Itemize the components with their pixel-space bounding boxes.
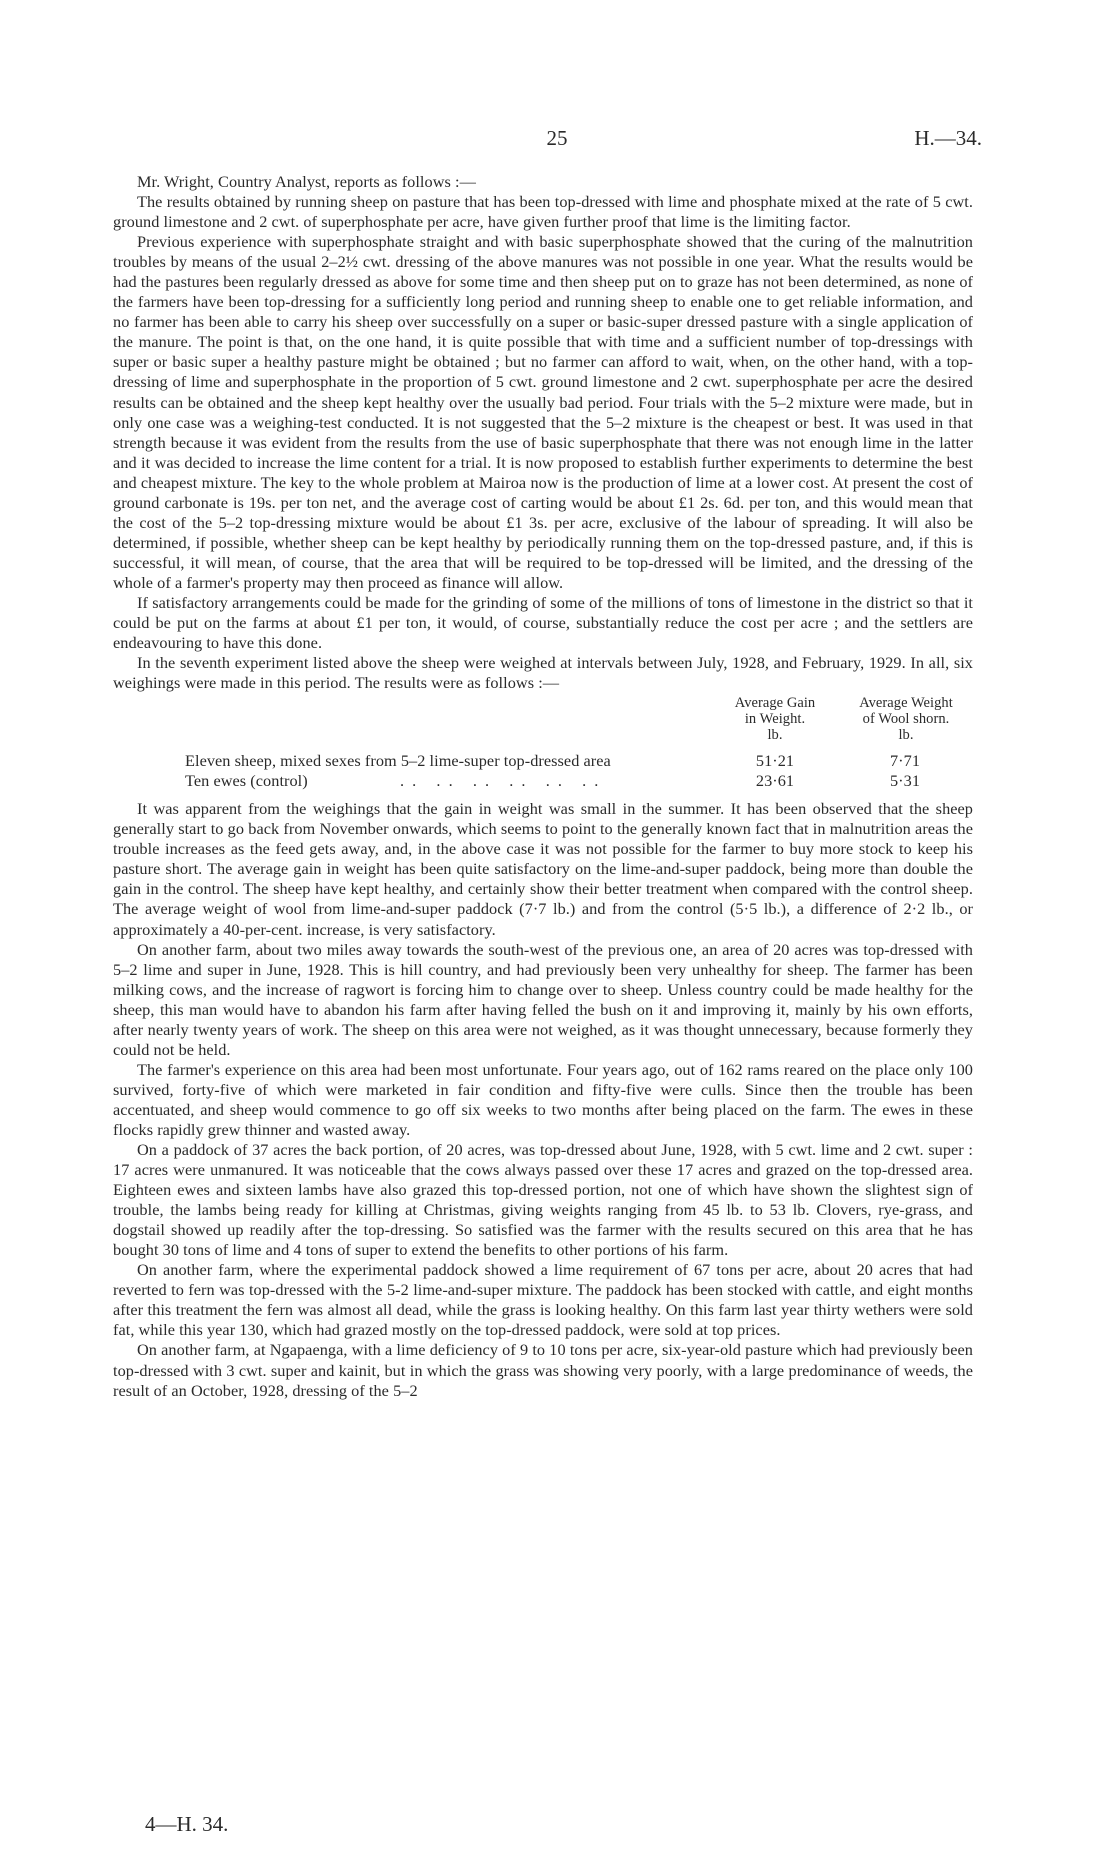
paragraph: In the seventh experiment listed above the sheep were weighed at intervals between July, 1928, and February, 1929. In all, six weighings were made in this period. The results were as follows :— (113, 653, 973, 693)
paragraph: On another farm, where the experimental paddock showed a lime requirement of 67 tons per acre, about 20 acres that had reverted to fern was top-dressed with the 5-2 lime-and-super mixture. The paddock has been stocked with cattle, and eight months after this treatment the fern was almost all dead, while the grass is looking healthy. On this farm last year thirty wethers were sold fat, while this year 130, which had grazed mostly on the top-dressed paddock, were sold at top prices. (113, 1260, 973, 1340)
column-header-wool-title: Average Weight of Wool shorn. (859, 695, 953, 728)
report-body (113, 172, 973, 1401)
row-label: Ten ewes (control) (185, 771, 308, 791)
column-header-gain (721, 695, 829, 743)
paragraph: It was apparent from the weighings that the gain in weight was small in the summer. It has been observed that the sheep generally start to go back from November onwards, which seems to point to the generally known fact that in malnutrition areas the trouble increases as the feed gets away, and, in the above case it was not possible for the farmer to buy more stock to keep his pasture short. The average gain in weight has been quite satisfactory on the lime-and-super paddock, being more than double the gain in the control. The sheep have kept healthy, and certainly show their better treatment when compared with the control sheep. The average weight of wool from lime-and-super paddock (7·7 lb.) and from the control (5·5 lb.), a difference of 2·2 lb., or approximately a 40-per-cent. increase, is very satisfactory. (113, 799, 973, 939)
paragraph: The farmer's experience on this area had been most unfortunate. Four years ago, out of 162 rams reared on the place only 100 survived, forty-five of which were marketed in fair condition and fifty-five were culls. Since then the trouble has been accentuated, and sheep would commence to go off six weeks to two months after being placed on the farm. The ewes in these flocks rapidly grew thinner and wasted away. (113, 1059, 973, 1139)
wool-value: 7·71 (889, 751, 921, 771)
gain-value: 23·61 (755, 771, 795, 791)
paragraph: On another farm, about two miles away towards the south-west of the previous one, an area of 20 acres was top-dressed with 5–2 lime and super in June, 1928. This is hill country, and had previously been very unhealthy for sheep. The farmer has been milking cows, and the increase of ragwort is forcing him to change over to sheep. Unless country could be made healthy for the sheep, this man would have to abandon his farm after having felled the bush on it and improving it, mainly by his own efforts, after nearly twenty years of work. The sheep on this area were not weighed, as it was thought unnecessary, because formerly they could not be held. (113, 939, 973, 1059)
row-label: Eleven sheep, mixed sexes from 5–2 lime-super top-dressed area (185, 751, 611, 771)
column-unit-gain: lb. (767, 727, 783, 744)
page-header (0, 126, 1114, 156)
column-header-gain-title: Average Gain in Weight. (734, 695, 816, 728)
table-row (185, 771, 973, 791)
paragraph: If satisfactory arrangements could be made for the grinding of some of the millions of tons of limestone in the district so that it could be put on the farms at about £1 per ton, it would, of course, substantially reduce the cost per acre ; and the settlers are endeavouring to have this done. (113, 592, 973, 653)
paragraph: The results obtained by running sheep on pasture that has been top-dressed with lime and phosphate mixed at the rate of 5 cwt. ground limestone and 2 cwt. of superphosphate per acre, have given further proof that lime is the limiting factor. (113, 192, 973, 232)
table-row (185, 751, 973, 771)
paragraph-intro: Mr. Wright, Country Analyst, reports as follows :— (137, 172, 476, 191)
document-reference: H.—34. (914, 126, 982, 150)
column-header-wool (839, 695, 973, 743)
column-unit-wool: lb. (898, 727, 914, 744)
leader-dots: . . . . . . . . . . . . (400, 771, 601, 791)
paragraph: On another farm, at Ngapaenga, with a lime deficiency of 9 to 10 tons per acre, six-year-old pasture which had previously been top-dressed with 3 cwt. super and kainit, but in which the grass was showing very poorly, with a large predominance of weeds, the result of an October, 1928, dressing of the 5–2 (113, 1340, 973, 1400)
wool-value: 5·31 (889, 771, 921, 791)
signature-mark: 4—H. 34. (145, 1812, 229, 1836)
gain-value: 51·21 (755, 751, 795, 771)
page-number: 25 (546, 126, 568, 150)
results-table (113, 695, 973, 795)
paragraph: On a paddock of 37 acres the back portion, of 20 acres, was top-dressed about June, 1928, with 5 cwt. lime and 2 cwt. super : 17 acres were unmanured. It was noticeable that the cows always passed over these 17 acres and grazed on the top-dressed area. Eighteen ewes and sixteen lambs have also grazed this top-dressed portion, not one of which have shown the slightest sign of trouble, the lambs being ready for killing at Christmas, giving weights ranging from 45 lb. to 53 lb. Clovers, rye-grass, and dogstail showed up readily after the top-dressing. So satisfied was the farmer with the results secured on this area that he has bought 30 tons of lime and 4 tons of super to extend the benefits to other portions of his farm. (113, 1140, 973, 1260)
paragraph: Previous experience with superphosphate straight and with basic superphosphate showed that the curing of the malnutrition troubles by means of the usual 2–2½ cwt. dressing of the above manures was not possible in one year. What the results would be had the pastures been regularly dressed as above for some time and then sheep put on to graze has not been determined, as none of the farmers have been top-dressing for a sufficiently long period and running sheep to enable one to get reliable information, and no farmer has been able to carry his sheep over successfully on a super or basic-super dressed pasture with a single application of the manure. The point is that, on the one hand, it is quite possible that with time and a sufficient number of top-dressings with super or basic super a healthy pasture might be obtained ; but no farmer can afford to wait, when, on the other hand, with a top-dressing of lime and superphosphate in the proportion of 5 cwt. ground limestone and 2 cwt. superphosphate per acre the desired results can be obtained and the sheep kept healthy over the usually bad period. Four trials with the 5–2 mixture were made, but in only one case was a weighing-test conducted. It is not suggested that the 5–2 mixture is the cheapest or best. It was used in that strength because it was evident from the results from the use of basic superphosphate that there was not enough lime in the latter and it was decided to increase the lime content for a trial. It is now proposed to establish further experiments to determine the best and cheapest mixture. The key to the whole problem at Mairoa now is the production of lime at a lower cost. At present the cost of ground carbonate is 19s. per ton net, and the average cost of carting would be about £1 2s. 6d. per ton, and this would mean that the cost of the 5–2 top-dressing mixture would be about £1 3s. per acre, exclusive of the labour of spreading. It will also be determined, if possible, whether sheep can be kept healthy by periodically running them on the top-dressed pasture, and, if this is successful, it will mean, of course, that the area that will be required to be top-dressed will be limited, and the dressing of the whole of a farmer's property may then proceed as finance will allow. (113, 232, 973, 592)
